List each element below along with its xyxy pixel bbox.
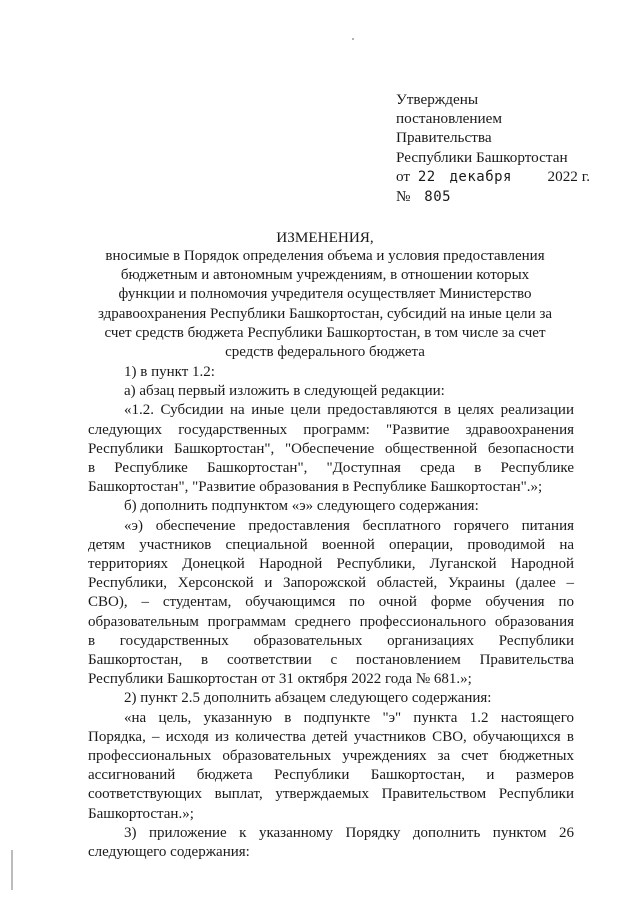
approval-line: постановлением [396,110,503,128]
body-line: «1.2. Субсидии на иные цели предоставляются в целях реализации [124,402,574,419]
scan-edge-mark [11,850,13,890]
body-line: «э) обеспечение предоставления бесплатного горячего питания [124,517,574,534]
date-prefix: от [396,167,411,185]
body-line: «на цель, указанную в подпункте "э" пункта 1.2 настоящего [124,709,574,726]
subtitle-line: счет средств бюджета Республики Башкортостан, в том числе за счет [104,324,546,341]
body-line: Республики Башкортостан от 31 октября 2022 года № 681.»; [88,671,472,688]
body-line: 3) приложение к указанному Порядку дополнить пунктом 26 [124,824,574,841]
body-line: Башкортостан", "Развитие образования в Республике Башкортостан".»; [88,479,543,496]
body-line: ассигнований бюджета Республики Башкортостан, и размеров [88,767,574,784]
body-line: в государственных образовательных организациях Республики [88,632,574,649]
body-line: Порядка, – исходя из количества детей участников СВО, обучающихся в [88,728,574,745]
body-line: а) абзац первый изложить в следующей редакции: [124,383,445,400]
subtitle-line: здравоохранения Республики Башкортостан, субсидий на иные цели за [97,305,553,322]
document-number: 805 [424,189,452,206]
body-line: детям участников специальной военной операции, проводимой на [88,536,574,553]
body-line: следующего содержания: [88,844,250,861]
body-line: Республики, Херсонской и Запорожской областей, Украины (далее – [88,575,574,592]
body-line: территориях Донецкой Народной Республики, Луганской Народной [88,556,574,573]
date-year: 2022 г. [547,167,590,185]
subtitle-line: бюджетным и автономным учреждениям, в отношении которых [120,267,530,284]
scan-dot-mark [352,38,354,40]
number-sign: № [396,188,411,206]
body-line: Башкортостан.»; [88,805,194,822]
body-line: образовательным программам среднего профессионального образования [88,613,574,630]
body-line: б) дополнить подпунктом «э» следующего содержания: [124,498,479,515]
approval-line: Республики Башкортостан [396,148,568,166]
body-line: Республики Башкортостан", "Обеспечение общественной безопасности [88,440,574,457]
body-line: 2) пункт 2.5 дополнить абзацем следующего содержания: [124,690,492,707]
document-body [88,363,574,862]
body-line: в Республике Башкортостан", "Доступная среда в Республике [88,460,574,477]
subtitle-line: средств федерального бюджета [225,344,425,361]
document-title: ИЗМЕНЕНИЯ, [276,229,374,246]
approval-line: Правительства [396,129,492,147]
body-line: следующих государственных программ: "Развитие здравоохранения [88,421,574,438]
body-line: 1) в пункт 1.2: [124,364,215,380]
date-day: 22 [417,168,436,185]
subtitle-line: вносимые в Порядок определения объема и условия предоставления [105,248,545,264]
approval-line: Утверждены [396,91,479,108]
approval-date-line [396,167,606,187]
subtitle-line: функции и полномочия учредителя осуществляет Министерство [118,286,532,303]
document-subtitle [80,247,570,362]
approval-stamp-block [396,90,606,207]
body-line: соответствующих выплат, утверждаемых Правительством Республики [88,786,574,803]
body-line: профессиональных образовательных учреждениях за счет бюджетных [88,748,574,765]
body-line: Башкортостан, в соответствии с постановлением Правительства [88,652,574,669]
approval-number-line [396,187,606,207]
body-line: СВО), – студентам, обучающимся по очной форме обучения по [88,594,574,611]
date-month: декабря [449,168,512,185]
